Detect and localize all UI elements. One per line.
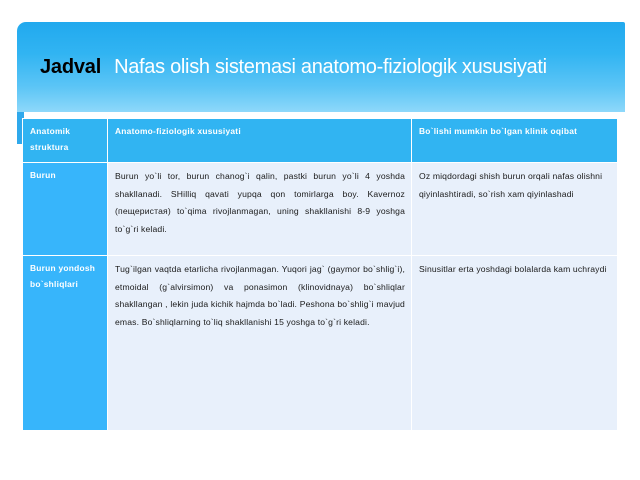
cell-struktura: Burun xyxy=(23,163,108,256)
title-kicker: Jadval xyxy=(40,55,102,78)
column-header-struktura: Anatomik struktura xyxy=(23,119,108,163)
column-header-xususiyati: Anatomo-fiziologik xususiyati xyxy=(108,119,412,163)
table-container xyxy=(22,118,617,431)
cell-oqibat: Sinusitlar erta yoshdagi bolalarda kam uchraydi xyxy=(412,256,618,431)
table-row xyxy=(23,256,618,431)
slide-title xyxy=(40,56,547,79)
cell-oqibat: Oz miqdordagi shish burun orqali nafas olishni qiyinlashtiradi, so`rish xam qiyinlashadi xyxy=(412,163,618,256)
cell-xususiyati: Tug`ilgan vaqtda etarlicha rivojlanmagan. Yuqori jag` (gaymor bo`shlig`i), etmoidal (g`alvirsimon) va ponasimon (klinovidnaya) bo`shliqlar shakllangan , lekin juda kichik hajmda bo`ladi. Peshona bo`shlig`i mavjud emas. Bo`shliqlarning to`liq shakllanishi 15 yoshga to`g`ri keladi. xyxy=(108,256,412,431)
cell-struktura: Burun yondosh bo`shliqlari xyxy=(23,256,108,431)
table-header-row xyxy=(23,119,618,163)
cell-xususiyati: Burun yo`li tor, burun chanog`i qalin, pastki burun yo`li 4 yoshda shakllanadi. SHilliq qavati yupqa qon tomirlarga boy. Kavernoz (пещеристая) to`qima rivojlanmagan, uning shakllanishi 8-9 yoshga to`g`ri keladi. xyxy=(108,163,412,256)
column-header-oqibat: Bo`lishi mumkin bo`lgan klinik oqibat xyxy=(412,119,618,163)
anatomy-table xyxy=(22,118,618,431)
title-text: Nafas olish sistemasi anatomo-fiziologik xususiyati xyxy=(114,55,547,78)
table-row xyxy=(23,163,618,256)
title-banner xyxy=(17,22,625,112)
